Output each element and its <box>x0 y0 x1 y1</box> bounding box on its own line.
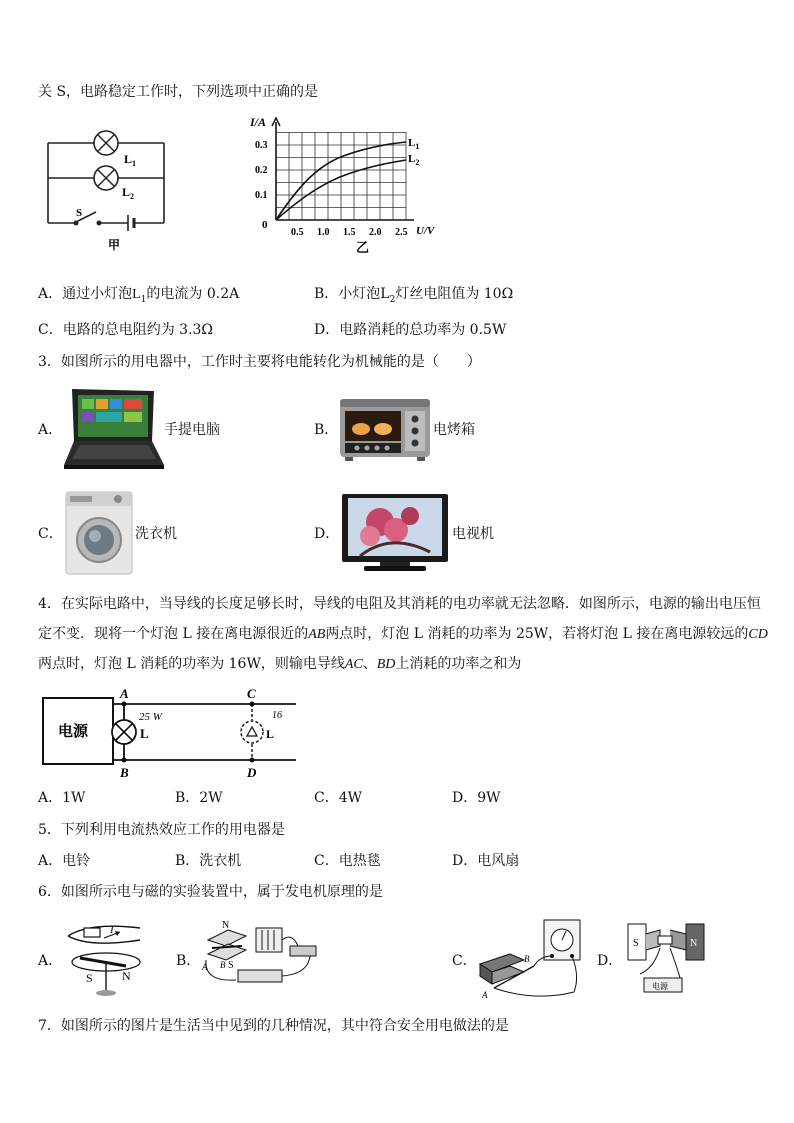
lamp-L2-label: $L_2$ <box>122 185 135 201</box>
q5-option-c[interactable]: C．电热毯 <box>314 853 381 869</box>
magnet-S-label: S <box>633 938 639 949</box>
point-A-label: A <box>202 962 208 972</box>
q4-stem-line2: 定不变．现将一个灯泡 L 接在离电源很近的AB两点时，灯泡 L 消耗的功率为 25W，若将灯泡 L 接在离电源较远的CD <box>38 626 768 642</box>
point-D-label: D <box>247 765 257 780</box>
q2-iu-graph <box>236 110 435 260</box>
q3-option-d-label: 电视机 <box>452 526 494 542</box>
origin-label: 0 <box>262 219 268 231</box>
curve-L1-label: $L_1$ <box>408 137 420 151</box>
tv-image <box>340 492 450 574</box>
compass-N-label: N <box>122 969 131 983</box>
handwritten-25w: 25 W <box>139 711 162 723</box>
q5-option-b[interactable]: B．洗衣机 <box>175 853 242 869</box>
q6-option-d-letter[interactable]: D． <box>597 953 623 969</box>
q3-option-b-label: 电烤箱 <box>433 422 475 438</box>
q3-option-a-letter[interactable]: A． <box>38 422 63 438</box>
q2-option-c[interactable]: C．电路的总电阻约为 3.3Ω <box>38 322 214 338</box>
power-source-label: 电源 <box>58 724 89 740</box>
x-tick: 0.5 <box>291 227 304 238</box>
q6-option-c-letter[interactable]: C． <box>452 953 477 969</box>
q3-option-a-label: 手提电脑 <box>164 422 220 438</box>
q3-option-c-label: 洗衣机 <box>135 526 177 542</box>
q6-option-a-letter[interactable]: A． <box>38 953 63 969</box>
q2-option-d[interactable]: D．电路消耗的总功率为 0.5W <box>314 322 507 338</box>
q4-option-d[interactable]: D．9W <box>452 790 501 806</box>
handwritten-16: 16 <box>272 710 282 721</box>
q3-stem: 3．如图所示的用电器中，工作时主要将电能转化为机械能的是（ ） <box>38 354 481 370</box>
washing-machine-image <box>62 490 136 576</box>
q2-option-a[interactable]: A．通过小灯泡$L_1$的电流为 0.2A <box>38 286 240 305</box>
q7-stem: 7．如图所示的图片是生活当中见到的几种情况，其中符合安全用电做法的是 <box>38 1018 509 1034</box>
magnet-S-label: S <box>228 960 234 971</box>
switch-label: S <box>76 207 83 219</box>
q6-stem: 6．如图所示电与磁的实验装置中，属于发电机原理的是 <box>38 884 383 900</box>
curve-L2-label: $L_2$ <box>408 153 420 167</box>
point-B-label: B <box>220 960 226 970</box>
lamp-L-label: L <box>140 726 149 741</box>
lamp-L1-label: $L_1$ <box>124 152 137 168</box>
q3-option-c-letter[interactable]: C． <box>38 526 63 542</box>
magnet-N-label: N <box>222 920 230 931</box>
y-tick: 0.3 <box>255 140 268 151</box>
q2-circuit-figure <box>36 118 176 258</box>
point-B-label: B <box>524 954 530 964</box>
power-source-label: 电源 <box>652 982 668 991</box>
point-B-label: B <box>120 765 129 780</box>
x-tick: 2.0 <box>369 227 382 238</box>
x-tick: 1.5 <box>343 227 356 238</box>
y-axis-label: I/A <box>250 115 267 129</box>
q6-option-b-letter[interactable]: B． <box>176 953 201 969</box>
x-axis-label: U/V <box>416 225 435 237</box>
q5-stem: 5．下列利用电流热效应工作的用电器是 <box>38 822 285 838</box>
x-tick: 1.0 <box>317 227 330 238</box>
q3-option-d-letter[interactable]: D． <box>314 526 340 542</box>
oven-image <box>337 395 433 465</box>
q4-option-c[interactable]: C．4W <box>314 790 363 806</box>
q4-option-a[interactable]: A．1W <box>38 790 86 806</box>
q6-magnet-power-figure <box>624 918 708 1000</box>
q5-option-a[interactable]: A．电铃 <box>38 853 91 869</box>
figure-jia-caption: 甲 <box>108 238 121 252</box>
q5-option-d[interactable]: D．电风扇 <box>452 853 520 869</box>
compass-S-label: S <box>86 971 93 985</box>
q6-generator-galvanometer-figure <box>474 916 590 1002</box>
q6-oersted-figure <box>60 918 152 998</box>
q4-stem-line1: 4．在实际电路中，当导线的长度足够长时，导线的电阻及其消耗的电功率就无法忽略．如图所示，电源的输出电压恒 <box>38 596 761 612</box>
magnet-N-label: N <box>690 938 698 949</box>
q4-stem-line3: 两点时，灯泡 L 消耗的功率为 16W，则输电导线AC、BD上消耗的功率之和为 <box>38 656 522 672</box>
point-A-label: A <box>482 990 488 1000</box>
q4-option-b[interactable]: B．2W <box>175 790 223 806</box>
lamp-L-far-label: L <box>266 727 275 741</box>
y-tick: 0.2 <box>255 165 268 176</box>
q3-option-b-letter[interactable]: B． <box>314 422 339 438</box>
y-tick: 0.1 <box>255 190 268 201</box>
q2-stem: 关 S，电路稳定工作时，下列选项中正确的是 <box>38 84 319 100</box>
figure-yi-caption: 乙 <box>356 240 370 255</box>
point-A-label: A <box>120 686 129 701</box>
point-C-label: C <box>247 686 256 701</box>
q2-option-b[interactable]: B．小灯泡$L_2$灯丝电阻值为 10Ω <box>314 286 514 305</box>
laptop-image <box>62 385 166 473</box>
x-tick: 2.5 <box>395 227 408 238</box>
current-I-label: I <box>110 924 114 936</box>
q6-motor-setup-figure <box>198 920 324 998</box>
q4-transmission-figure <box>38 684 298 784</box>
